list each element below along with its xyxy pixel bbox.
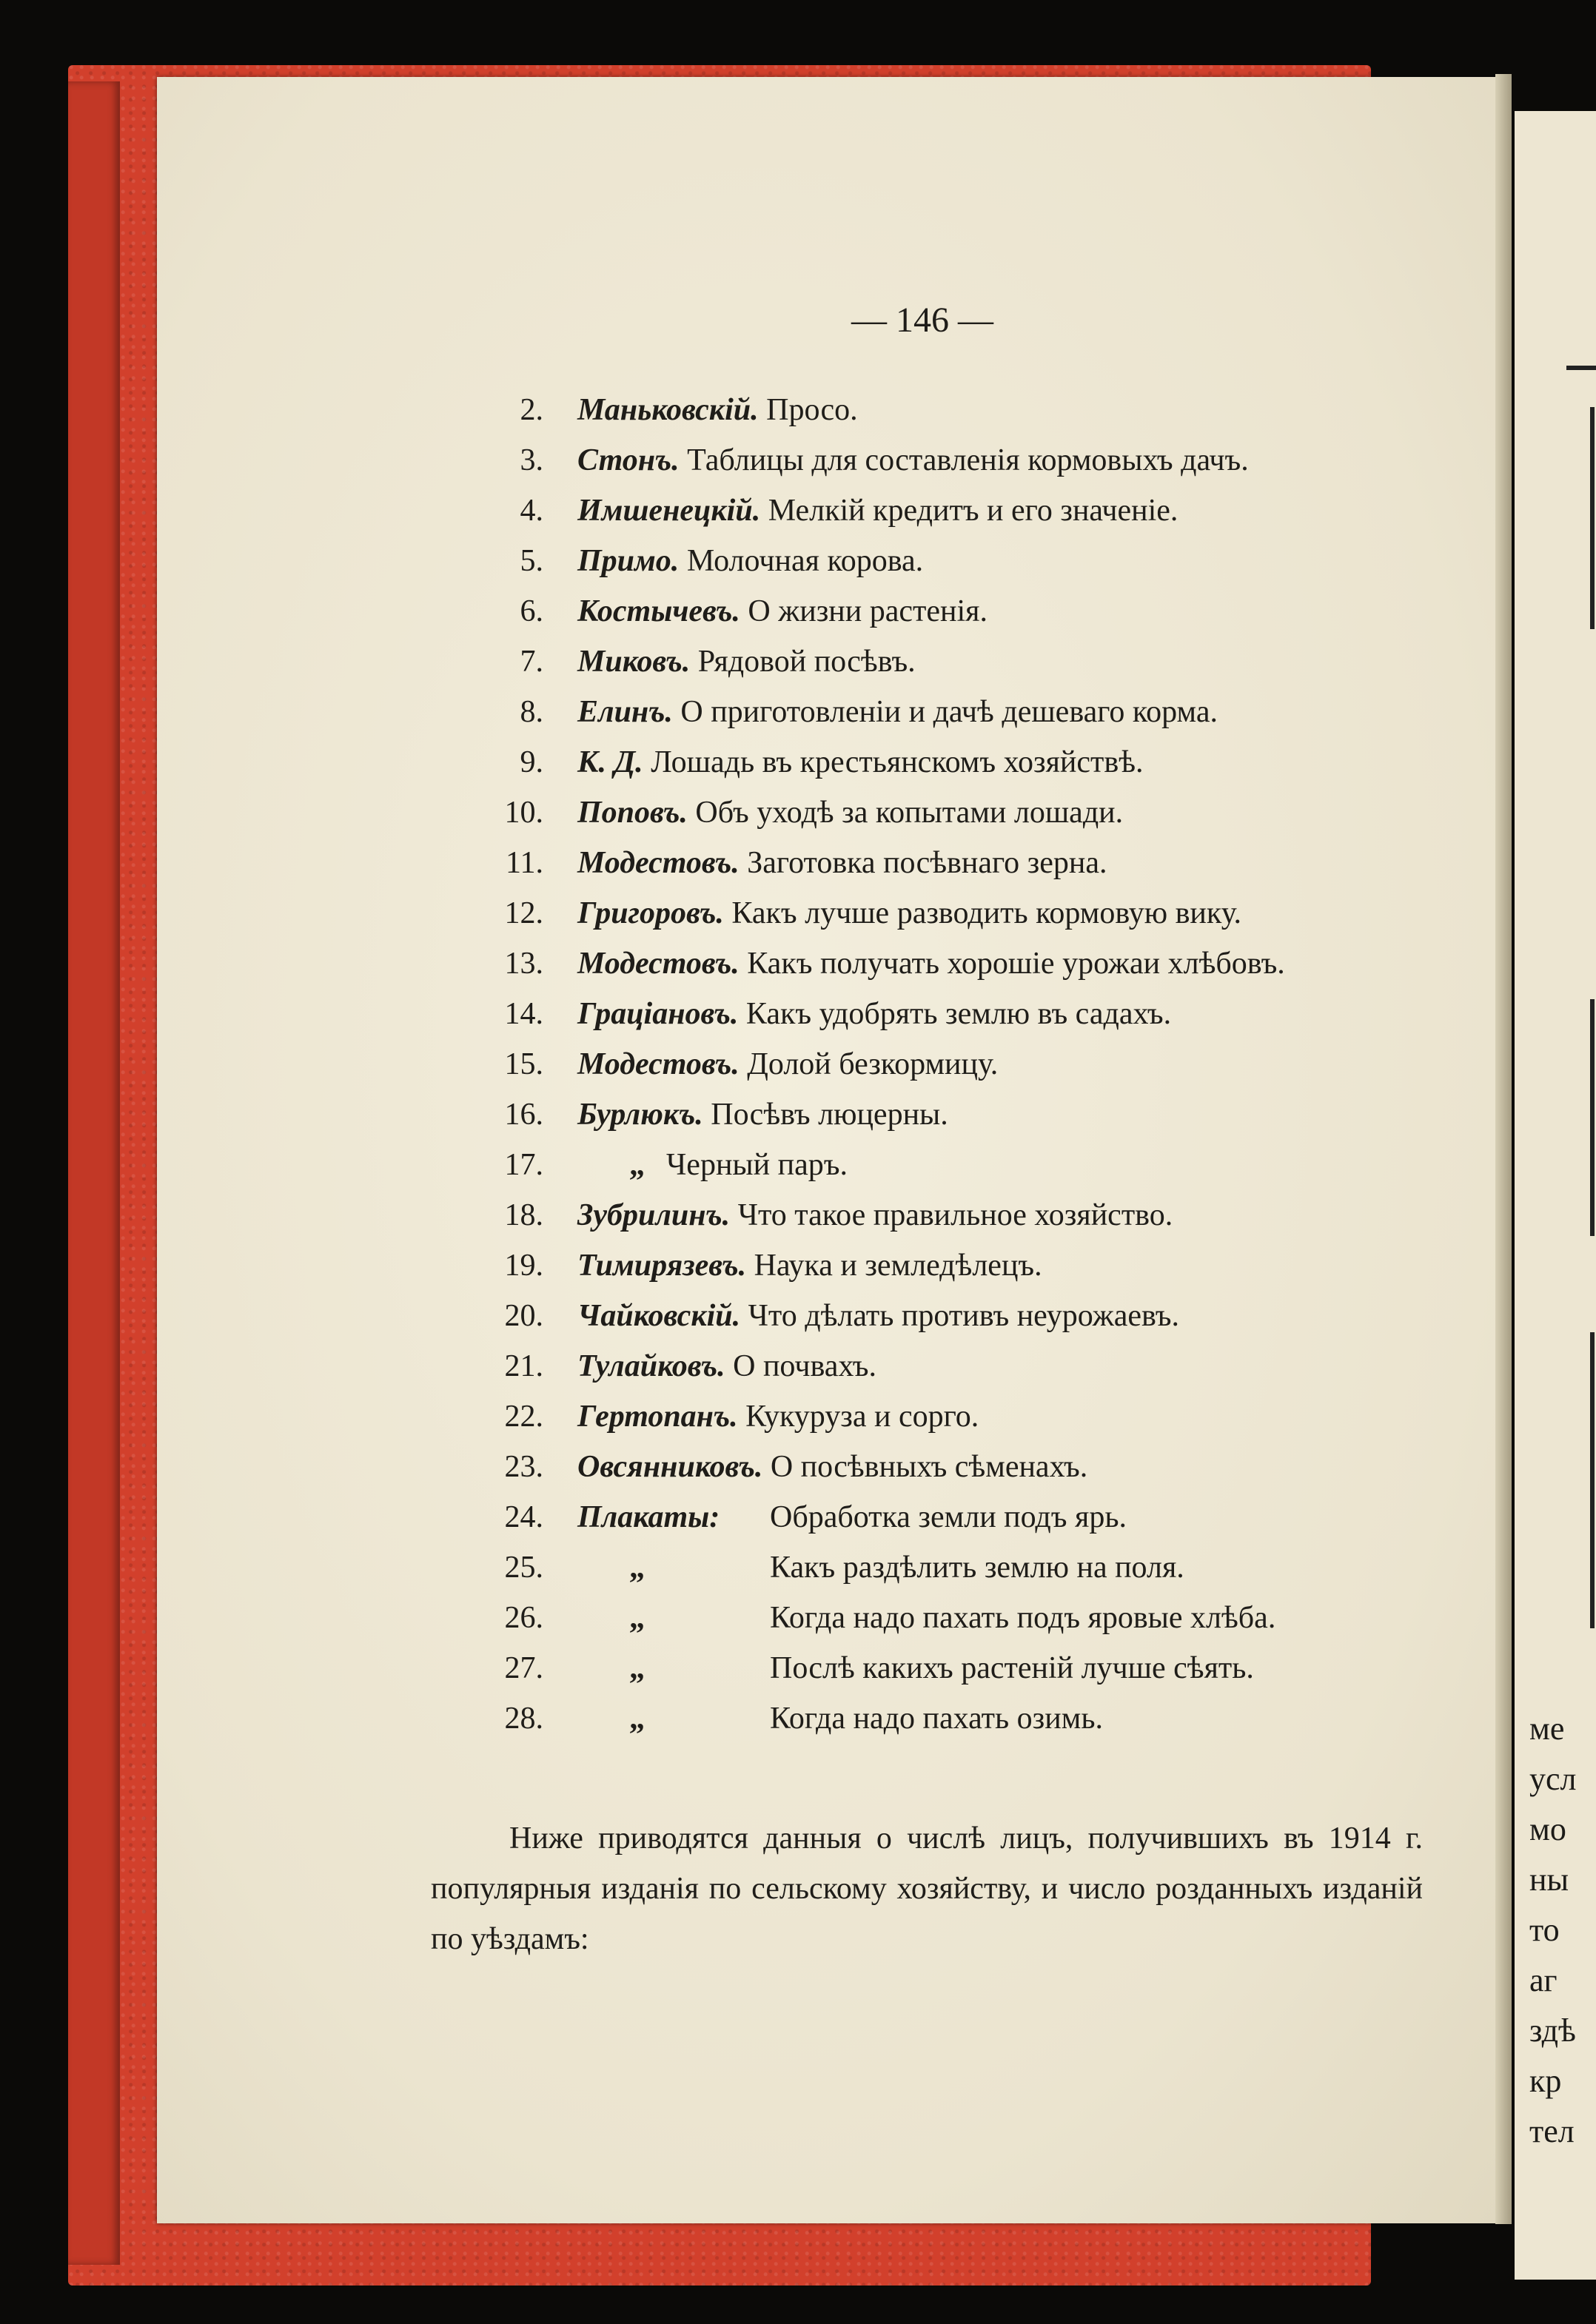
list-item [474,586,1451,637]
entry-number: 27. [504,1651,543,1685]
entry-author: Костычевъ. О жизни растенія. [577,594,988,628]
page-rule [1566,366,1596,370]
text-fragment: то [1529,1912,1560,1948]
list-item [474,1391,1451,1442]
list-item [474,1492,1451,1542]
entry-author: Бурлюкъ. Посѣвъ люцерны. [577,1098,948,1132]
list-item [474,1291,1451,1341]
entry-number: 2. [520,393,543,427]
entry-title: Черный паръ. [666,1148,848,1182]
entry-author: Модестовъ. Какъ получать хорошіе урожаи хлѣбовъ. [577,947,1285,981]
list-item [474,1039,1451,1089]
entry-number: 6. [520,594,543,628]
text-fragment: ме [1529,1710,1565,1747]
list-item [474,787,1451,838]
entry-title: Когда надо пахать озимь. [770,1702,1103,1736]
entry-author: Граціановъ. Какъ удобрять землю въ садахъ. [577,997,1172,1031]
ditto-mark: „ [629,1702,645,1736]
text-fragment: кр [1529,2063,1562,2099]
entry-number: 15. [504,1047,543,1081]
text-fragment: мо [1529,1811,1566,1847]
column-rule [1590,407,1595,629]
list-item [474,1140,1451,1190]
entry-author: Гертопанъ. Кукуруза и сорго. [577,1400,979,1434]
entry-author: Тулайковъ. О почвахъ. [577,1349,876,1383]
ditto-mark: „ [629,1551,645,1585]
text-fragment: аг [1529,1962,1558,1998]
ditto-mark: „ [629,1601,645,1635]
entry-author: Миковъ. Рядовой посѣвъ. [577,645,916,679]
body-paragraph: Ниже приводятся данныя о числѣ лицъ, получившихъ въ 1914 г. популярныя изданія по сельскому хозяйству, и число розданныхъ изданій по уѣздамъ: [431,1821,1423,1956]
entry-author: Модестовъ. Долой безкормицу. [577,1047,999,1081]
entry-number: 12. [504,896,543,930]
entry-number: 11. [506,846,543,880]
list-item [474,838,1451,888]
entry-number: 21. [504,1349,543,1383]
text-fragment: усл [1529,1761,1577,1797]
list-item [474,637,1451,687]
list-item [474,1190,1451,1240]
entry-number: 16. [504,1098,543,1132]
list-item [474,1240,1451,1291]
entry-author: Зубрилинъ. Что такое правильное хозяйство. [577,1198,1173,1232]
list-item [474,938,1451,989]
entry-number: 13. [504,947,543,981]
entry-number: 4. [520,494,543,528]
entry-author: Маньковскій. Просо. [577,393,858,427]
ditto-mark: „ [629,1651,645,1685]
entry-author: Тимирязевъ. Наука и земледѣлецъ. [577,1249,1042,1283]
entry-number: 22. [504,1400,543,1434]
list-item [474,687,1451,737]
entry-author: Стонъ. Таблицы для составленія кормовыхъ дачъ. [577,443,1249,477]
list-item [474,737,1451,787]
list-item [474,486,1451,536]
entry-number: 5. [520,544,543,578]
entry-title: Какъ раздѣлить землю на поля. [770,1551,1184,1585]
entry-number: 3. [520,443,543,477]
entry-author: Модестовъ. Заготовка посѣвнаго зерна. [577,846,1107,880]
list-item [474,888,1451,938]
entry-author: Елинъ. О приготовленіи и дачѣ дешеваго корма. [577,695,1218,729]
entry-title: Послѣ какихъ растеній лучше сѣять. [770,1651,1254,1685]
list-item [474,1593,1451,1643]
entry-number: 24. [504,1500,543,1534]
list-item [474,1089,1451,1140]
entry-number: 9. [520,745,543,779]
cover-edge [68,81,120,2265]
list-item [474,989,1451,1039]
text-fragment: ны [1529,1861,1569,1898]
entry-number: 28. [504,1702,543,1736]
list-item [474,435,1451,486]
entry-number: 23. [504,1450,543,1484]
entry-title: Обработка земли подъ ярь. [770,1500,1127,1534]
ditto-mark: „ [629,1148,645,1182]
entry-author: Примо. Молочная корова. [577,544,924,578]
list-item [474,1442,1451,1492]
entry-number: 26. [504,1601,543,1635]
entry-author: Чайковскій. Что дѣлать противъ неурожаевъ. [577,1299,1180,1333]
entry-number: 8. [520,695,543,729]
page-edge [1495,74,1512,2224]
column-rule [1590,1332,1595,1628]
adjacent-page [1515,111,1596,2280]
entry-author: Григоровъ. Какъ лучше разводить кормовую вику. [577,896,1242,930]
entry-number: 20. [504,1299,543,1333]
page-number: — 146 — [851,300,993,340]
entry-author: Имшенецкій. Мелкій кредитъ и его значеніе. [577,494,1178,528]
text-fragment: здѣ [1529,2012,1576,2049]
entry-title: Когда надо пахать подъ яровые хлѣба. [770,1601,1276,1635]
entry-number: 19. [504,1249,543,1283]
entry-author: К. Д. Лошадь въ крестьянскомъ хозяйствѣ. [577,745,1144,779]
list-item [474,1693,1451,1744]
list-item [474,1542,1451,1593]
list-item [474,385,1451,435]
entry-number: 7. [520,645,543,679]
entry-number: 25. [504,1551,543,1585]
entry-number: 18. [504,1198,543,1232]
publication-list [474,385,1451,1744]
list-item [474,1643,1451,1693]
list-item [474,1341,1451,1391]
entry-number: 14. [504,997,543,1031]
entry-author: Поповъ. Объ уходѣ за копытами лошади. [577,796,1124,830]
list-item [474,536,1451,586]
entry-author: Плакаты: [577,1500,720,1534]
entry-author: Овсянниковъ. О посѣвныхъ сѣменахъ. [577,1450,1088,1484]
text-fragment: тел [1529,2113,1575,2149]
column-rule [1590,999,1595,1236]
entry-number: 17. [504,1148,543,1182]
entry-number: 10. [504,796,543,830]
